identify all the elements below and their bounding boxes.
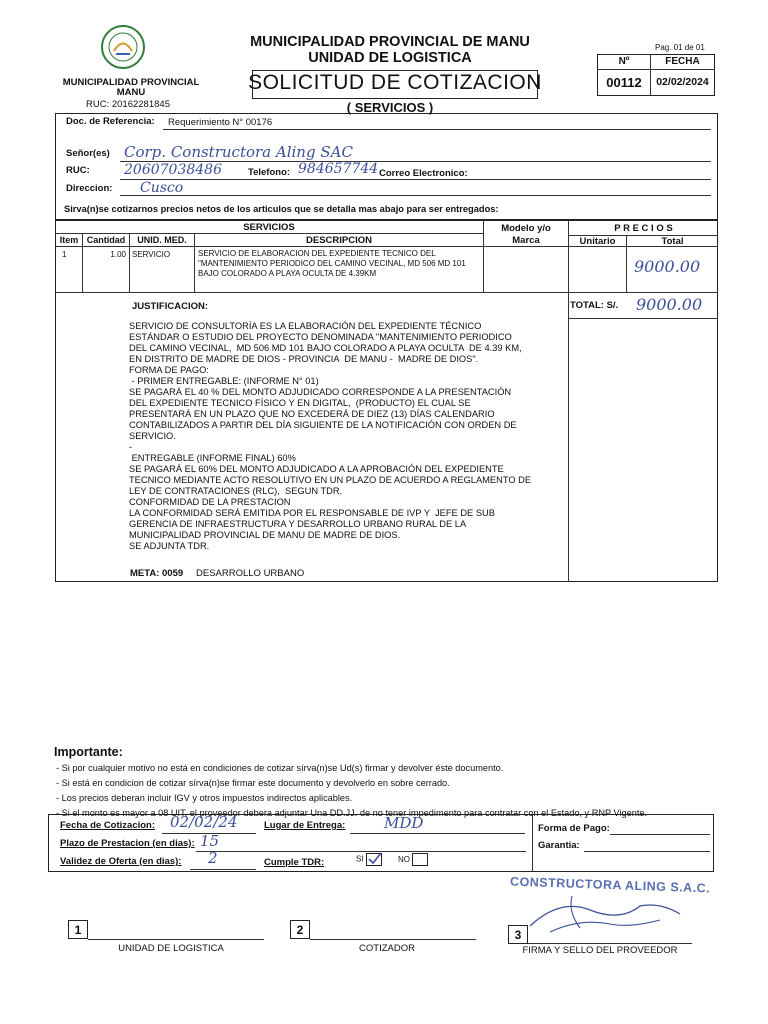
justificacion-line: - [129, 442, 133, 452]
plazo-value: 15 [200, 832, 220, 850]
justificacion-line: EN DISTRITO DE MADRE DE DIOS - PROVINCIA DE MANU - MADRE DE DIOS". [129, 354, 479, 364]
signature-scribble-icon [520, 888, 700, 940]
doc-ref-label: Doc. de Referencia: [66, 116, 155, 127]
forma-pago-label: Forma de Pago: [538, 823, 610, 834]
col-marca: Marca [512, 235, 540, 246]
importante-title: Importante: [54, 745, 123, 759]
no-checkbox[interactable] [412, 853, 428, 866]
justificacion-line: ESTÁNDAR O ESTUDIO DEL PROYECTO DENOMINADA "MANTENIMIENTO PERIODICO [129, 332, 512, 342]
check-mark-icon [367, 852, 383, 865]
doc-subtitle: ( SERVICIOS ) [346, 100, 434, 115]
provider-stamp: CONSTRUCTORA ALING S.A.C. [509, 874, 711, 896]
ruc-value: 20607038486 [124, 162, 222, 178]
importante-item: - Si el monto es mayor a 08 UIT, el proveedor debera adjuntar Una DD.JJ. de no tener impedimento para contratar con el Estado, y RNP Vigente. [56, 808, 648, 818]
direccion-label: Direccion: [66, 183, 113, 194]
justificacion-line: SE PAGARÁ EL 60% DEL MONTO ADJUDICADO A LA APROBACIÓN DEL EXPEDIENTE [129, 464, 504, 474]
row-cantidad: 1.00 [110, 250, 126, 259]
ruc-municipal: RUC: 20162281845 [86, 99, 170, 110]
sign-label-3: FIRMA Y SELLO DEL PROVEEDOR [522, 945, 678, 956]
solicitud-number: 00112 [606, 75, 642, 90]
justificacion-line: LEY DE CONTRATACIONES (RLC), SEGUN TDR. [129, 486, 343, 496]
justificacion-line: CONTABILIZADOS A PARTIR DEL DÍA SIGUIENTE DE LA NOTIFICACIÓN CON ORDEN DE [129, 420, 517, 430]
justificacion-line: SE PAGARÁ EL 40 % DEL MONTO ADJUDICADO CORRESPONDE A LA PRESENTACIÓN [129, 387, 512, 397]
instruction-text: Sirva(n)se cotizarnos precios netos de los articulos que se detalla mas abajo para ser entregados: [64, 204, 499, 214]
col-precios: P R E C I O S [614, 223, 673, 234]
num-label: Nº [618, 56, 630, 67]
row-descripcion: SERVICIO DE ELABORACION DEL EXPEDIENTE TECNICO DEL "MANTENIMIENTO PERIODICO DEL CAMINO VECINAL, MD 506 MD 101 BAJO COLORADO A PLAYA OCULTA DE 4.39KM [198, 249, 466, 278]
justificacion-title: JUSTIFICACION: [132, 301, 208, 312]
title-line1: MUNICIPALIDAD PROVINCIAL DE MANU [250, 34, 530, 50]
importante-item: - Si está en condicion de cotizar sírva(n)se firmar este documento y devolverlo en sobre cerrado. [56, 778, 450, 788]
justificacion-line: LA CONFORMIDAD SERÁ EMITIDA POR EL RESPONSABLE DE IVP Y JEFE DE SUB [129, 508, 495, 518]
justificacion-line: SERVICIO. [129, 431, 176, 441]
solicitud-date: 02/02/2024 [656, 76, 709, 88]
plazo-label: Plazo de Prestacion (en dias): [60, 838, 195, 849]
cumple-label: Cumple TDR: [264, 857, 325, 868]
total-label: TOTAL: S/. [570, 300, 619, 311]
fecha-cot-value: 02/02/24 [170, 813, 238, 831]
justificacion-line: GERENCIA DE INFRAESTRUCTURA Y DESARROLLO URBANO RURAL DE LA [129, 519, 467, 529]
page-label: Pag. 01 de 01 [655, 43, 705, 52]
justificacion-line: CONFORMIDAD DE LA PRESTACION [129, 497, 291, 507]
municipal-seal-icon [100, 24, 146, 70]
justificacion-line: SERVICIO DE CONSULTORÍA ES LA ELABORACIÓN DEL EXPEDIENTE TÉCNICO [129, 321, 482, 331]
doc-title: SOLICITUD DE COTIZACION [248, 71, 542, 94]
lugar-value: MDD [384, 814, 424, 832]
sign-label-2: COTIZADOR [359, 943, 415, 954]
fecha-cot-label: Fecha de Cotizacion: [60, 820, 156, 831]
doc-ref-value: Requerimiento N° 00176 [168, 117, 273, 128]
col-modelo: Modelo y/o [501, 223, 551, 234]
justificacion-line: DEL CAMINO VECINAL, MD 506 MD 101 BAJO COLORADO A PLAYA OCULTA DE 4.39 KM, [129, 343, 522, 353]
validez-value: 2 [208, 849, 218, 867]
sign-box-2: 2 [290, 920, 310, 939]
no-label: NO [398, 854, 411, 864]
col-item: Item [59, 235, 79, 245]
ruc-label: RUC: [66, 165, 90, 176]
importante-item: - Los precios deberan incluir IGV y otros impuestos indirectos aplicables. [56, 793, 353, 803]
validez-label: Validez de Oferta (en dias): [60, 856, 182, 867]
number-date-box [597, 54, 715, 96]
org-left-line1: MUNICIPALIDAD PROVINCIAL [62, 77, 200, 88]
si-label: SI [356, 854, 364, 864]
justificacion-line: FORMA DE PAGO: [129, 365, 209, 375]
justificacion-text [129, 321, 565, 552]
telefono-value: 984657744 [298, 161, 379, 177]
title-line2: UNIDAD DE LOGISTICA [308, 50, 472, 66]
importante-item: - Si por cualquier motivo no está en condiciones de cotizar sírva(n)se Ud(s) firmar y devolver éste documento. [56, 763, 504, 773]
senor-label: Señor(es) [66, 148, 110, 159]
correo-label: Correo Electronico: [379, 168, 468, 179]
garantia-label: Garantia: [538, 840, 580, 851]
senor-value: Corp. Constructora Aling SAC [124, 143, 353, 161]
lugar-label: Lugar de Entrega: [264, 820, 346, 831]
justificacion-line: MUNICIPALIDAD PROVINCIAL DE MANU DE MADRE DE DIOS. [129, 530, 401, 540]
sign-box-3: 3 [508, 925, 528, 944]
col-unidad: UNID. MED. [137, 235, 187, 245]
justificacion-line: TECNICO MEDIANTE ACTO RESOLUTIVO EN UN PLAZO DE ACUERDO A REGLAMENTO DE [129, 475, 532, 485]
row-item: 1 [62, 250, 67, 259]
row-total: 9000.00 [634, 257, 701, 276]
justificacion-line: SE ADJUNTA TDR. [129, 541, 210, 551]
sign-label-1: UNIDAD DE LOGISTICA [118, 943, 224, 954]
direccion-value: Cusco [140, 180, 184, 196]
meta-label: META: 0059 [130, 568, 184, 579]
col-total: Total [661, 236, 684, 247]
fecha-label: FECHA [665, 56, 700, 67]
org-left-line2: MANU [116, 87, 146, 98]
importante-list [56, 761, 716, 821]
justificacion-line: DEL EXPEDIENTE TECNICO FÍSICO Y EN DIGITAL, (PRODUCTO) EL CUAL SE [129, 398, 471, 408]
telefono-label: Telefono: [248, 167, 291, 178]
col-cantidad: Cantidad [86, 235, 126, 245]
meta-value: DESARROLLO URBANO [196, 568, 305, 579]
justificacion-line: PRESENTARÁ EN UN PLAZO QUE NO EXCEDERÁ DE DIEZ (13) DÍAS CALENDARIO [129, 409, 495, 419]
col-unitario: Unitario [579, 236, 616, 247]
si-checkbox[interactable] [366, 853, 382, 866]
sign-box-1: 1 [68, 920, 88, 939]
row-unidad: SERVICIO [132, 250, 171, 259]
justificacion-line: - PRIMER ENTREGABLE: (INFORME N° 01) [129, 376, 319, 386]
justificacion-line: ENTREGABLE (INFORME FINAL) 60% [129, 453, 296, 463]
col-descripcion: DESCRIPCION [306, 235, 372, 246]
total-value: 9000.00 [636, 295, 703, 314]
col-servicios: SERVICIOS [243, 222, 295, 233]
